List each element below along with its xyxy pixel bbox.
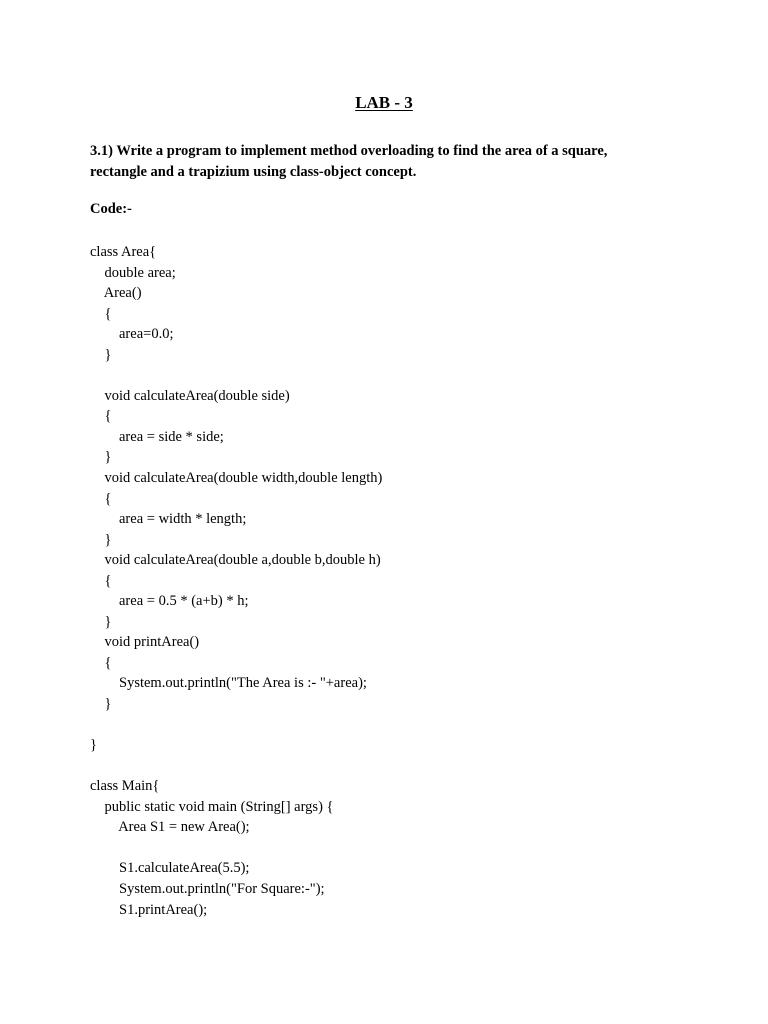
code-line: System.out.println("The Area is :- "+area); (90, 675, 367, 692)
code-line: } (90, 613, 112, 630)
code-line: area = 0.5 * (a+b) * h; (90, 593, 249, 610)
code-line: { (90, 490, 112, 507)
code-line: S1.printArea(); (90, 901, 208, 918)
code-line: } (90, 531, 112, 548)
code-line: area = side * side; (90, 428, 224, 445)
code-line: double area; (90, 264, 176, 281)
code-block (90, 242, 710, 920)
code-line: S1.calculateArea(5.5); (90, 860, 250, 877)
code-line: } (90, 737, 97, 754)
code-line: } (90, 696, 112, 713)
code-line (90, 715, 710, 736)
code-line: class Area{ (90, 244, 157, 260)
code-line: area=0.0; (90, 326, 174, 343)
code-line: public static void main (String[] args) { (90, 798, 334, 815)
code-line (90, 365, 710, 386)
question-line: rectangle and a trapizium using class-object concept. (90, 163, 417, 180)
code-line: { (90, 408, 112, 425)
code-line: Area S1 = new Area(); (90, 819, 250, 836)
code-line: void calculateArea(double a,double b,double h) (90, 552, 381, 569)
question-text (90, 141, 690, 182)
code-line (90, 838, 710, 859)
code-line (90, 756, 710, 777)
code-line: { (90, 572, 112, 589)
code-line: class Main{ (90, 778, 160, 795)
code-heading: Code:- (90, 201, 132, 217)
code-line: { (90, 305, 112, 322)
question-line: 3.1) Write a program to implement method overloading to find the area of a square, (90, 143, 608, 159)
code-line: { (90, 654, 112, 671)
code-line: Area() (90, 285, 142, 302)
code-line: void calculateArea(double side) (90, 387, 290, 404)
code-line: } (90, 346, 112, 363)
code-line: void calculateArea(double width,double length) (90, 470, 383, 487)
code-line: area = width * length; (90, 511, 247, 528)
page-title: LAB - 3 (355, 93, 413, 112)
code-line: } (90, 449, 112, 466)
code-line: void printArea() (90, 634, 200, 651)
code-line: System.out.println("For Square:-"); (90, 880, 325, 897)
